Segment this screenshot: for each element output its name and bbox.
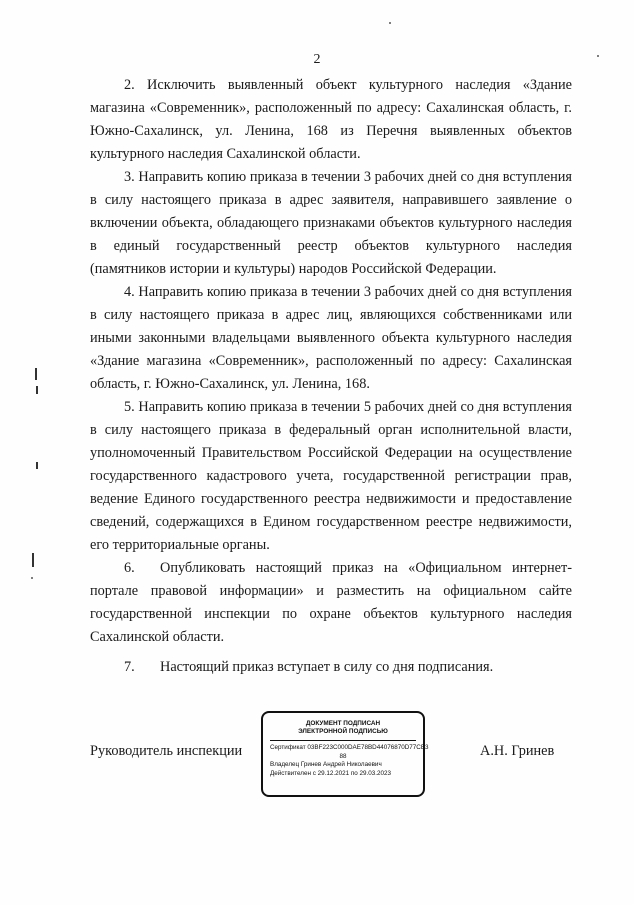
paragraph-7 bbox=[90, 656, 572, 679]
scan-mark bbox=[36, 462, 38, 469]
paragraph-2: 2. Исключить выявленный объект культурного наследия «Здание магазина «Современник», расположенный по адресу: Сахалинская область, г. Южно-Сахалинск, ул. Ленина, 168 из Перечня выявленных объектов культурного наследия Сахалинской области. bbox=[90, 77, 572, 162]
stamp-header-line2: ЭЛЕКТРОННОЙ ПОДПИСЬЮ bbox=[298, 728, 388, 735]
scan-mark bbox=[32, 553, 34, 567]
scan-mark bbox=[35, 368, 37, 380]
stamp-certificate: Сертификат 03BF223C000DAE78BD44076870D77CB3 bbox=[270, 744, 429, 751]
paragraph-4: 4. Направить копию приказа в течении 3 рабочих дней со дня вступления в силу настоящего приказа в адрес лиц, являющихся собственниками или иными законными владельцами выявленного объекта культурного наследия «Здание магазина «Современник», расположенный по адресу: Сахалинская область, г. Южно-Сахалинск, ул. Ленина, 168. bbox=[90, 284, 572, 392]
signer-position: Руководитель инспекции bbox=[90, 743, 243, 759]
paragraph-3: 3. Направить копию приказа в течении 3 рабочих дней со дня вступления в силу настоящего приказа в адрес заявителя, направившего заявление о включении объекта, обладающего признаками объектов культурного наследия в единый государственный реестр объектов культурного наследия (памятников истории и культуры) народов Российской Федерации. bbox=[90, 169, 572, 277]
scan-speck bbox=[31, 577, 33, 579]
stamp-header-line1: ДОКУМЕНТ ПОДПИСАН bbox=[305, 720, 381, 727]
paragraph-7-number: 7. bbox=[124, 659, 135, 675]
paragraph-6-text: Опубликовать настоящий приказ на «Официальном интернет-портале правовой информации» и разместить на официальном сайте государственной инспекции по охране объектов культурного наследия Сахалинской области. bbox=[90, 560, 572, 645]
electronic-signature-stamp bbox=[261, 711, 429, 797]
stamp-certificate-cont: 88 bbox=[339, 752, 347, 760]
scan-speck bbox=[389, 22, 391, 24]
stamp-validity: Действителен с 29.12.2021 по 29.03.2023 bbox=[270, 769, 392, 777]
paragraph-7-text: Настоящий приказ вступает в силу со дня подписания. bbox=[160, 659, 494, 675]
stamp-divider bbox=[270, 740, 416, 741]
order-body bbox=[90, 74, 572, 679]
paragraph-5: 5. Направить копию приказа в течении 5 рабочих дней со дня вступления в силу настоящего приказа в федеральный орган исполнительной власти, уполномоченный Правительством Российской Федерации на осуществление государственного кадастрового учета, государственной регистрации прав, ведение Единого государственного реестра недвижимости и предоставление сведений, содержащихся в Едином государственном реестре недвижимости, его территориальные органы. bbox=[90, 399, 572, 553]
page-number: 2 bbox=[313, 52, 321, 67]
scan-mark bbox=[36, 386, 38, 394]
signer-name: А.Н. Гринев bbox=[480, 743, 555, 759]
paragraph-6-number: 6. bbox=[124, 560, 135, 576]
stamp-owner: Владелец Гринев Андрей Николаевич bbox=[270, 761, 382, 769]
paragraph-6 bbox=[90, 557, 572, 649]
scan-speck bbox=[597, 55, 599, 57]
